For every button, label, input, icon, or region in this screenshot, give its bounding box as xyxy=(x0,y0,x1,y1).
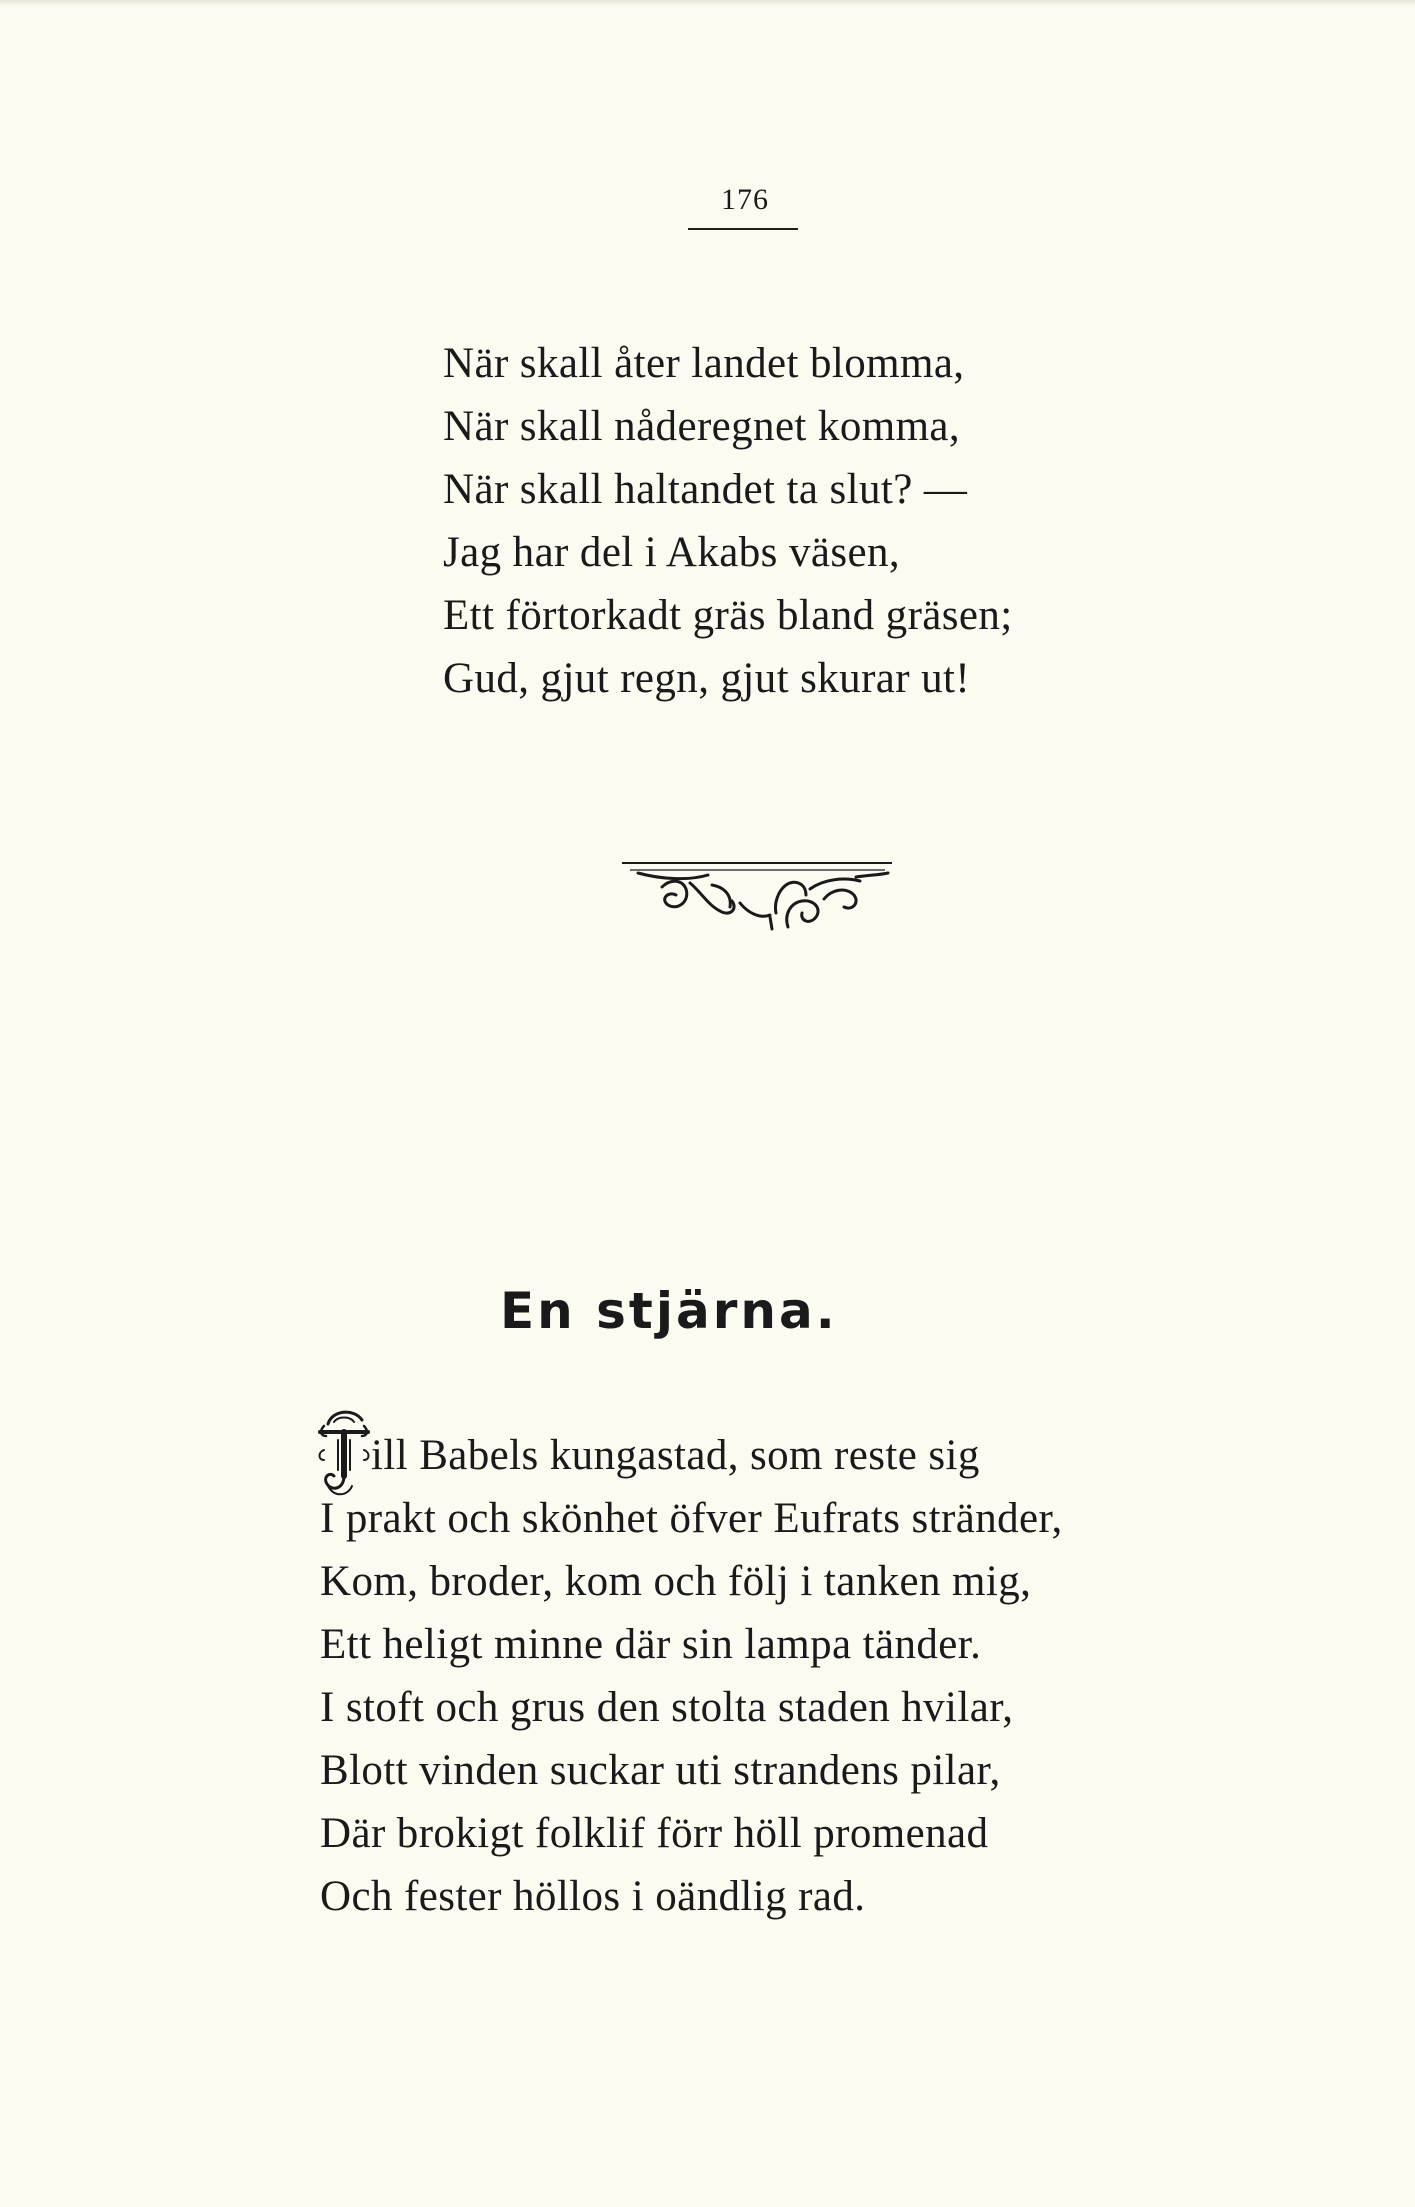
stanza-2-line: Blott vinden suckar uti strandens pilar, xyxy=(320,1747,1001,1794)
stanza-1 xyxy=(443,332,1013,710)
stanza-2-line: Kom, broder, kom och följ i tanken mig, xyxy=(320,1558,1032,1605)
page-top-edge xyxy=(0,0,1415,6)
stanza-2 xyxy=(320,1424,1063,1928)
poem-title: En stjärna. xyxy=(500,1282,838,1340)
stanza-1-line: Jag har del i Akabs väsen, xyxy=(443,529,901,576)
page-number-rule xyxy=(688,228,798,230)
stanza-1-line: Gud, gjut regn, gjut skurar ut! xyxy=(443,655,971,702)
stanza-2-line: Där brokigt folklif förr höll promenad xyxy=(320,1810,989,1857)
scroll-ornament-icon xyxy=(620,855,895,960)
stanza-2-line: I prakt och skönhet öfver Eufrats stränder, xyxy=(320,1495,1063,1542)
stanza-1-line: När skall haltandet ta slut? — xyxy=(443,466,968,513)
page-number: 176 xyxy=(721,183,769,216)
stanza-1-line: När skall åter landet blomma, xyxy=(443,340,965,387)
stanza-1-line: När skall nåderegnet komma, xyxy=(443,403,961,450)
stanza-2-line: I stoft och grus den stolta staden hvilar, xyxy=(320,1684,1014,1731)
stanza-2-line: Och fester höllos i oändlig rad. xyxy=(320,1873,866,1920)
stanza-2-line: Ett heligt minne där sin lampa tänder. xyxy=(320,1621,982,1668)
stanza-2-first-line: ill Babels kungastad, som reste sig xyxy=(371,1432,980,1479)
stanza-1-line: Ett förtorkadt gräs bland gräsen; xyxy=(443,592,1013,639)
